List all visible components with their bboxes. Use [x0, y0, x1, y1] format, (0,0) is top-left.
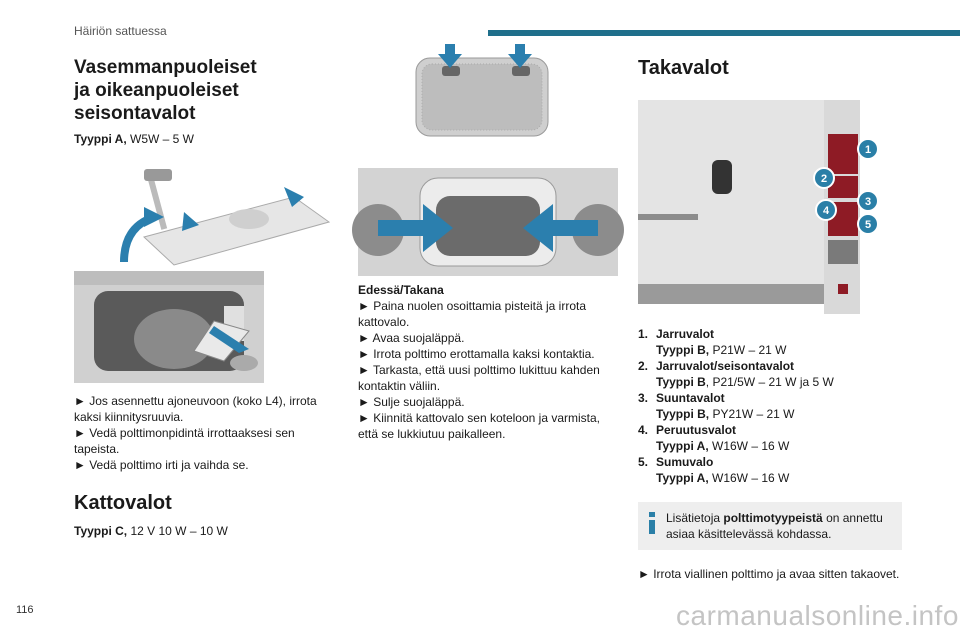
header-accent-bar: [488, 30, 960, 36]
svg-text:4: 4: [822, 205, 830, 217]
svg-text:3: 3: [864, 196, 872, 208]
parking-lights-steps: [74, 393, 329, 473]
info-text-bold: polttimotyypeistä: [723, 511, 823, 525]
watermark: carmanualsonline.info: [676, 600, 959, 631]
rear-lights-heading: Takavalot: [638, 57, 729, 79]
lamp-item: 2. Jarruvalot/seisontavalot Tyyppi B, P21/5W – 21 W ja 5 W: [638, 359, 834, 389]
step-item: ► Irrota polttimo erottamalla kaksi kontaktia.: [358, 347, 595, 361]
step-item: ► Kiinnitä kattovalo sen koteloon ja varmista, että se lukkiutuu paikalleen.: [358, 411, 600, 441]
svg-text:2: 2: [820, 173, 828, 185]
info-text-post: on annettu asiaa käsittelevässä kohdassa.: [666, 511, 883, 541]
step-item: ► Vedä polttimo irti ja vaihda se.: [74, 458, 249, 472]
callout-5: [858, 214, 878, 234]
location-subtitle: Edessä/Takana: [358, 283, 444, 297]
roof-spec-value: 12 V 10 W – 10 W: [127, 524, 228, 538]
roof-spec-type: Tyyppi C,: [74, 524, 128, 538]
step-item: ► Tarkasta, että uusi polttimo lukittuu kahden kontaktin väliin.: [358, 363, 600, 393]
rear-lamp-list: [638, 326, 902, 486]
page-number: 116: [16, 604, 34, 616]
step-item: ► Sulje suojaläppä.: [358, 395, 465, 409]
left-column: [74, 56, 329, 539]
svg-text:1: 1: [864, 144, 872, 156]
callout-4: [816, 200, 836, 220]
info-text-pre: Lisätietoja: [666, 511, 724, 525]
callout-2: [814, 168, 834, 188]
spec-type: Tyyppi A,: [74, 132, 127, 146]
info-icon: [648, 512, 656, 534]
lamp-item: 3. Suuntavalot Tyyppi B, PY21W – 21 W: [638, 391, 795, 421]
svg-text:5: 5: [864, 219, 872, 231]
rear-lights-step: ► Irrota viallinen polttimo ja avaa sitten takaovet.: [638, 567, 900, 581]
right-column: [638, 56, 902, 582]
middle-column: [358, 44, 618, 442]
section-title: Häiriön sattuessa: [74, 24, 167, 38]
bulb-holder-illustration: [74, 271, 264, 383]
info-note: [638, 502, 902, 550]
lamp-item: 5. Sumuvalo Tyyppi A, W16W – 16 W: [638, 455, 790, 485]
step-item: ► Paina nuolen osoittamia pisteitä ja irrota kattovalo.: [358, 299, 586, 329]
lamp-item: 1. Jarruvalot Tyyppi B, P21W – 21 W: [638, 327, 787, 357]
parking-light-screws-illustration: [104, 167, 334, 267]
spec-value: W5W – 5 W: [126, 132, 195, 146]
step-item: ► Vedä polttimonpidintä irrottaaksesi sen tapeista.: [74, 426, 295, 456]
roof-lamp-contacts-illustration: [358, 168, 618, 276]
callout-1: [858, 139, 878, 159]
roof-lamp-top-illustration: [412, 44, 552, 138]
step-item: ► Jos asennettu ajoneuvoon (koko L4), irrota kaksi kiinnitysruuvia.: [74, 394, 317, 424]
roof-lights-spec: [74, 523, 329, 539]
roof-lamp-steps: [358, 298, 618, 442]
lamp-item: 4. Peruutusvalot Tyyppi A, W16W – 16 W: [638, 423, 790, 453]
parking-lights-spec: [74, 131, 329, 147]
step-item: ► Avaa suojaläppä.: [358, 331, 465, 345]
rear-lights-illustration: [638, 94, 872, 320]
parking-lights-heading: Vasemmanpuoleiset ja oikeanpuoleiset seisontavalot: [74, 57, 257, 124]
roof-lights-heading: Kattovalot: [74, 492, 172, 514]
callout-3: [858, 191, 878, 211]
